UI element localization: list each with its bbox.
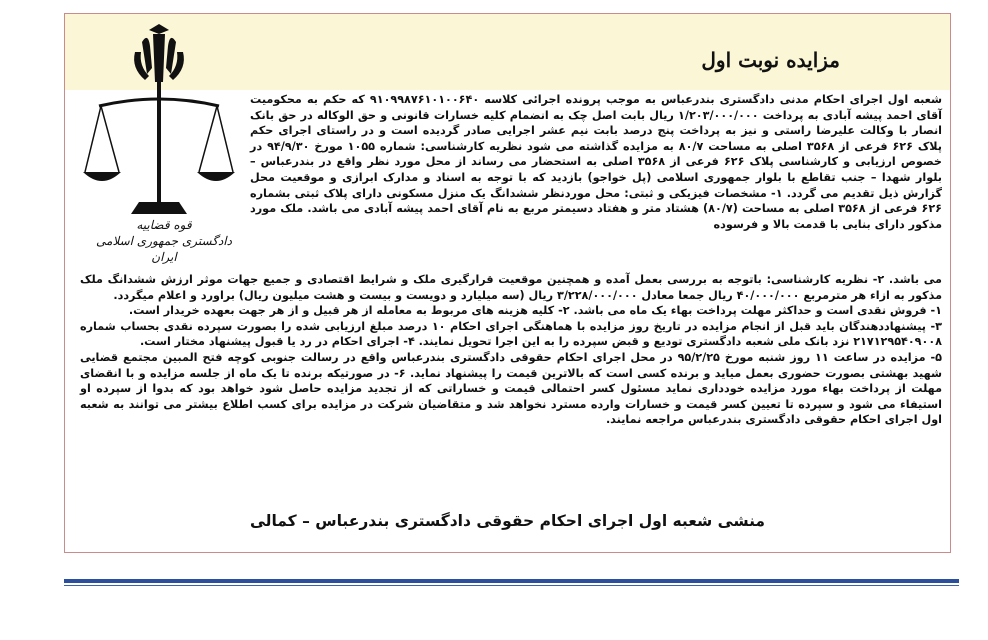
clause-5: ۵- مزایده در ساعت ۱۱ روز شنبه مورخ ۹۵/۲/۲۵ در محل اجرای احکام حقوقی دادگستری بندرعباس واقع در رسالت جنوبی کوچه فتح المبین مجتمع قضایی شهید بهشتی بصورت حضوری بعمل میاید و برنده کسی است که بالاترین قیمت را پیشنهاد نماید. ۶- در صورتیکه برنده تا یک ماه از جلسه مزایده و با انقضای مهلت از پرداخت بهاء مورد مزایده خودداری نماید مسئول کسر احتمالی قیمت و خساراتی که از تجدید مزایده حاصل شود خواهد بود که بدوا از سپرده او استیفاء می شود و سپرده تا تعیین کسر قیمت و خسارات وارده مسترد نخواهد شد و متقاضیان شرکت در مزایده برای کسب اطلاع بیشتر می توانند به شعبه اول اجرای احکام حقوقی دادگستری بندرعباس مراجعه نمایند. — [80, 350, 942, 427]
iran-emblem-scales-icon — [79, 22, 239, 222]
paragraph-mid: می باشد. ۲- نظریه کارشناسی: باتوجه به بررسی بعمل آمده و همچنین موقعیت قرارگیری ملک و شرایط اقتصادی و جمیع جهات موثر ارزش ششدانگ ملک مذکور به ازاء هر مترمربع ۴۰/۰۰۰/۰۰۰ ریال جمعا معادل ۳/۲۲۸/۰۰۰/۰۰۰ ریال (سه میلیارد و دویست و بیست و هشت میلیون ریال) براورد و اعلام میگردد. — [80, 273, 942, 302]
auction-notice — [64, 13, 951, 553]
emblem-caption-line1: قوه قضاییه — [136, 218, 192, 232]
notice-body-top — [250, 92, 942, 232]
clause-3: ۳- پیشنهاددهندگان باید قبل از انجام مزایده در تاریخ روز مزایده با هماهنگی اجرای احکام ۱۰ درصد مبلغ ارزیابی شده را بصورت سپرده نقدی بحساب شماره ۲۱۷۱۲۹۵۴۰۹۰۰۸ نزد بانک ملی شعبه دادگستری تودیع و قبض سپرده را به این اجرا تحویل نمایند. ۴- اجرای احکام در رد یا قبول پیشنهاد مختار است. — [80, 319, 943, 349]
clause-1: ۱- فروش نقدی است و حداکثر مهلت پرداخت بهاء یک ماه می باشد. ۲- کلیه هزینه های مربوط به معامله از هر قبیل و از هر جهت بعهده خریدار است. — [128, 304, 942, 318]
notice-body-bottom — [80, 272, 942, 428]
signature-line: منشی شعبه اول اجرای احکام حقوقی دادگستری بندرعباس – کمالی — [249, 512, 766, 530]
emblem-caption — [89, 217, 239, 265]
notice-title: مزایده نوبت اول — [701, 48, 840, 72]
bottom-rule-thin — [64, 585, 959, 586]
emblem-caption-line2: دادگستری جمهوری اسلامی ایران — [96, 234, 232, 264]
bottom-rule — [64, 579, 959, 583]
judiciary-emblem — [79, 22, 239, 264]
paragraph-top: شعبه اول اجرای احکام مدنی دادگستری بندرعباس به موجب پرونده اجرائی کلاسه ۹۱۰۹۹۸۷۶۱۰۱۰۰۶۴۰ که حکم به محکومیت آقای احمد پیشه آبادی به پرداخت ۱/۲۰۳/۰۰۰/۰۰۰ ریال بابت اصل چک به انضمام کلیه خسارات قانونی و حق الوکاله در حق بانک انصار با وکالت علیرضا راستی و نیز به پرداخت پنج درصد بابت نیم عشر اجرایی صادر گردیده است و در راستای اجرای حکم پلاک ۶۲۶ فرعی از ۳۵۶۸ اصلی به مساحت ۸۰/۷ به مزایده گذاشته می شود نظریه کارشناسی: شماره ۱۰۵۵ مورخ ۹۴/۹/۳۰ در خصوص ارزیابی و کارشناسی پلاک ۶۲۶ فرعی از ۳۵۶۸ اصلی به استحضار می رساند از محل مورد نظر واقع در بندرعباس – بلوار شهدا – جنب تقاطع با بلوار جمهوری اسلامی (پل خواجو) بازدید که با توجه به اسناد و مدارک ابرازی و موقعیت محل گزارش ذیل تقدیم می گردد. ۱- مشخصات فیزیکی و ثبتی: محل موردنظر ششدانگ یک منزل مسکونی دارای پلاک ثبتی بشماره ۶۲۶ فرعی از ۳۵۶۸ اصلی به مساحت (۸۰/۷) هشتاد متر و هفتاد دسیمتر مربع به نام آقای احمد پیشه آبادی می باشد. ملک مورد مذکور دارای بنایی با قدمت بالا و فرسوده — [250, 93, 943, 231]
